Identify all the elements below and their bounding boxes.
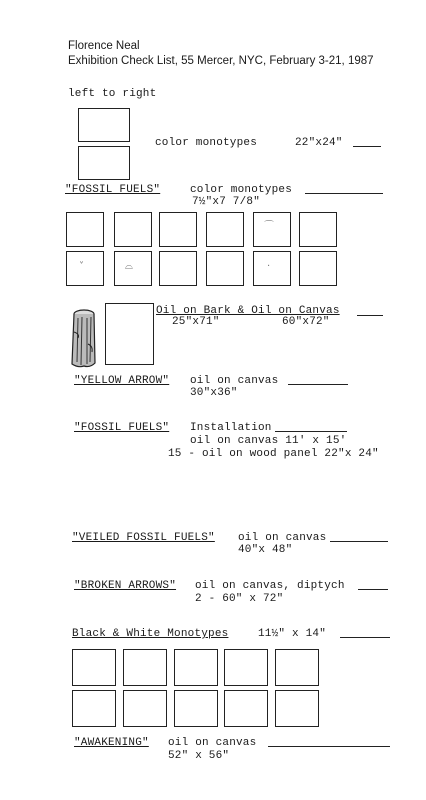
entry-blank-line [288, 384, 348, 385]
artwork-thumbnail [66, 212, 104, 247]
entry-medium: oil on canvas [190, 375, 279, 387]
checklist-subtitle: Exhibition Check List, 55 Mercer, NYC, February 3-21, 1987 [68, 55, 374, 67]
artwork-thumbnail [299, 251, 337, 286]
artwork-thumbnail [275, 690, 319, 727]
artwork-thumbnail [78, 108, 130, 142]
artwork-thumbnail: ⌓ [114, 251, 152, 286]
entry-blank-line [305, 193, 383, 194]
entry-medium: oil on canvas [168, 737, 257, 749]
entry-detail: 15 - oil on wood panel 22"x 24" [168, 448, 379, 460]
entry-size: 2 - 60" x 72" [195, 593, 284, 605]
entry-medium: Installation [190, 422, 272, 434]
entry-title: Black & White Monotypes [72, 628, 229, 640]
entry-title: "FOSSIL FUELS" [74, 422, 170, 434]
entry-medium: color monotypes [155, 137, 258, 149]
artwork-thumbnail [78, 146, 130, 180]
entry-blank-line [268, 746, 390, 747]
entry-size: 7½"x7 7/8" [192, 196, 261, 208]
bark-sculpture-sketch-icon [68, 308, 100, 370]
entry-size: 40"x 48" [238, 544, 293, 556]
entry-size: 11½" x 14" [258, 628, 327, 640]
artwork-thumbnail: ⌒ [253, 212, 291, 247]
artwork-thumbnail [224, 649, 268, 686]
artwork-thumbnail [105, 303, 154, 365]
artwork-thumbnail: · [253, 251, 291, 286]
entry-title: "BROKEN ARROWS" [74, 580, 177, 592]
artwork-thumbnail: ˅ [66, 251, 104, 286]
entry-size: 52" x 56" [168, 750, 230, 762]
artwork-thumbnail [206, 251, 244, 286]
intro-text: left to right [68, 88, 157, 100]
entry-medium: oil on canvas, diptych [195, 580, 345, 592]
artwork-thumbnail [72, 649, 116, 686]
entry-blank-line [330, 541, 388, 542]
entry-blank-line [357, 315, 383, 316]
artwork-thumbnail [123, 649, 167, 686]
entry-size: 22"x24" [295, 137, 343, 149]
entry-blank-line [340, 637, 390, 638]
entry-size: 25"x71" [172, 316, 220, 328]
entry-size: 30"x36" [190, 387, 238, 399]
entry-blank-line [275, 431, 347, 432]
artwork-thumbnail [174, 690, 218, 727]
entry-blank-line [353, 146, 381, 147]
artwork-thumbnail [159, 251, 197, 286]
artwork-thumbnail [224, 690, 268, 727]
entry-medium: oil on canvas [238, 532, 327, 544]
entry-size: 60"x72" [282, 316, 330, 328]
artwork-thumbnail [159, 212, 197, 247]
artwork-thumbnail [299, 212, 337, 247]
artwork-thumbnail [275, 649, 319, 686]
artist-name: Florence Neal [68, 40, 140, 52]
artwork-thumbnail [72, 690, 116, 727]
entry-blank-line [358, 589, 388, 590]
entry-title: "FOSSIL FUELS" [65, 184, 161, 196]
artwork-thumbnail [206, 212, 244, 247]
entry-title: "YELLOW ARROW" [74, 375, 170, 387]
entry-title: "VEILED FOSSIL FUELS" [72, 532, 215, 544]
artwork-thumbnail [174, 649, 218, 686]
artwork-thumbnail [114, 212, 152, 247]
entry-medium: Oil on Bark & Oil on Canvas [156, 305, 340, 317]
entry-medium: color monotypes [190, 184, 293, 196]
entry-title: "AWAKENING" [74, 737, 149, 749]
artwork-thumbnail [123, 690, 167, 727]
entry-detail: oil on canvas 11' x 15' [190, 435, 347, 447]
